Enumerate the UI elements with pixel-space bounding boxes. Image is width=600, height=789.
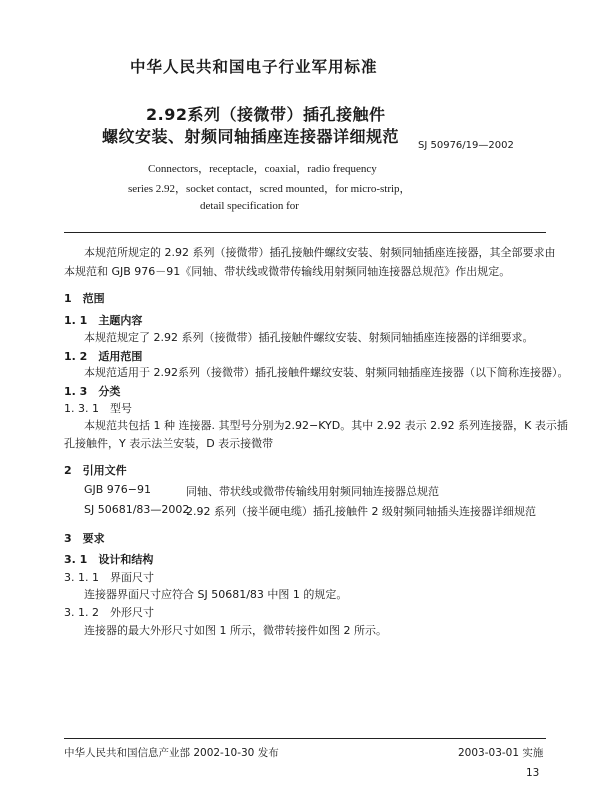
section-1-heading: 1 范围: [64, 292, 105, 305]
standard-category: 中华人民共和国电子行业军用标准: [130, 58, 378, 76]
effective-date: 2003-03-01 实施: [458, 747, 544, 759]
section-3-1-1-text: 连接器界面尺寸应符合 SJ 50681/83 中图 1 的规定。: [84, 588, 348, 601]
english-title-line1: Connectors，receptacle，coaxial，radio frequency: [148, 163, 377, 175]
reference-2-title: 2.92 系列（接半硬电缆）插孔接触件 2 级射频同轴插头连接器详细规范: [186, 505, 536, 518]
standard-code: SJ 50976/19—2002: [418, 140, 514, 151]
section-1-3-1-heading: 1. 3. 1 型号: [64, 402, 132, 415]
section-3-heading: 3 要求: [64, 532, 105, 545]
section-2-heading: 2 引用文件: [64, 464, 127, 477]
doc-title-line1: 2.92系列（接微带）插孔接触件: [146, 105, 386, 124]
section-3-1-heading: 3. 1 设计和结构: [64, 553, 154, 566]
section-3-1-2-heading: 3. 1. 2 外形尺寸: [64, 606, 154, 619]
section-1-3-heading: 1. 3 分类: [64, 385, 121, 398]
reference-1-code: GJB 976−91: [84, 483, 152, 496]
section-3-1-1-heading: 3. 1. 1 界面尺寸: [64, 571, 154, 584]
intro-line1: 本规范所规定的 2.92 系列（接微带）插孔接触件螺纹安装、射频同轴插座连接器，其全部要求由: [84, 246, 556, 259]
section-1-2-text: 本规范适用于 2.92系列（接微带）插孔接触件螺纹安装、射频同轴插座连接器（以下简称连接器）。: [84, 366, 569, 379]
section-3-1-2-text: 连接器的最大外形尺寸如图 1 所示，微带转接件如图 2 所示。: [84, 624, 387, 637]
reference-1-title: 同轴、带状线或微带传输线用射频同轴连接器总规范: [186, 485, 439, 498]
header-divider: [64, 232, 546, 233]
section-1-1-text: 本规范规定了 2.92 系列（接微带）插孔接触件螺纹安装、射频同轴插座连接器的详细要求。: [84, 331, 534, 344]
section-1-3-1-text-line1: 本规范共包括 1 种 连接器. 其型号分别为2.92−KYD。其中 2.92 表示 2.92 系列连接器，K 表示插: [84, 419, 568, 432]
reference-2-code: SJ 50681/83—2002: [84, 503, 190, 516]
english-title-line2: series 2.92，socket contact，scred mounted，for micro-strip，: [128, 183, 411, 195]
section-1-1-heading: 1. 1 主题内容: [64, 314, 143, 327]
section-1-3-1-text-line2: 孔接触件，Y 表示法兰安装，D 表示接微带: [64, 437, 274, 450]
page-number: 13: [526, 767, 540, 779]
intro-line2: 本规范和 GJB 976－91《同轴、带状线或微带传输线用射频同轴连接器总规范》作出规定。: [64, 265, 511, 278]
doc-title-line2: 螺纹安装、射频同轴插座连接器详细规范: [102, 127, 400, 146]
issuer-line: 中华人民共和国信息产业部 2002-10-30 发布: [64, 747, 279, 759]
footer-divider: [64, 738, 546, 739]
english-title-line3: detail specification for: [200, 200, 299, 212]
section-1-2-heading: 1. 2 适用范围: [64, 350, 143, 363]
